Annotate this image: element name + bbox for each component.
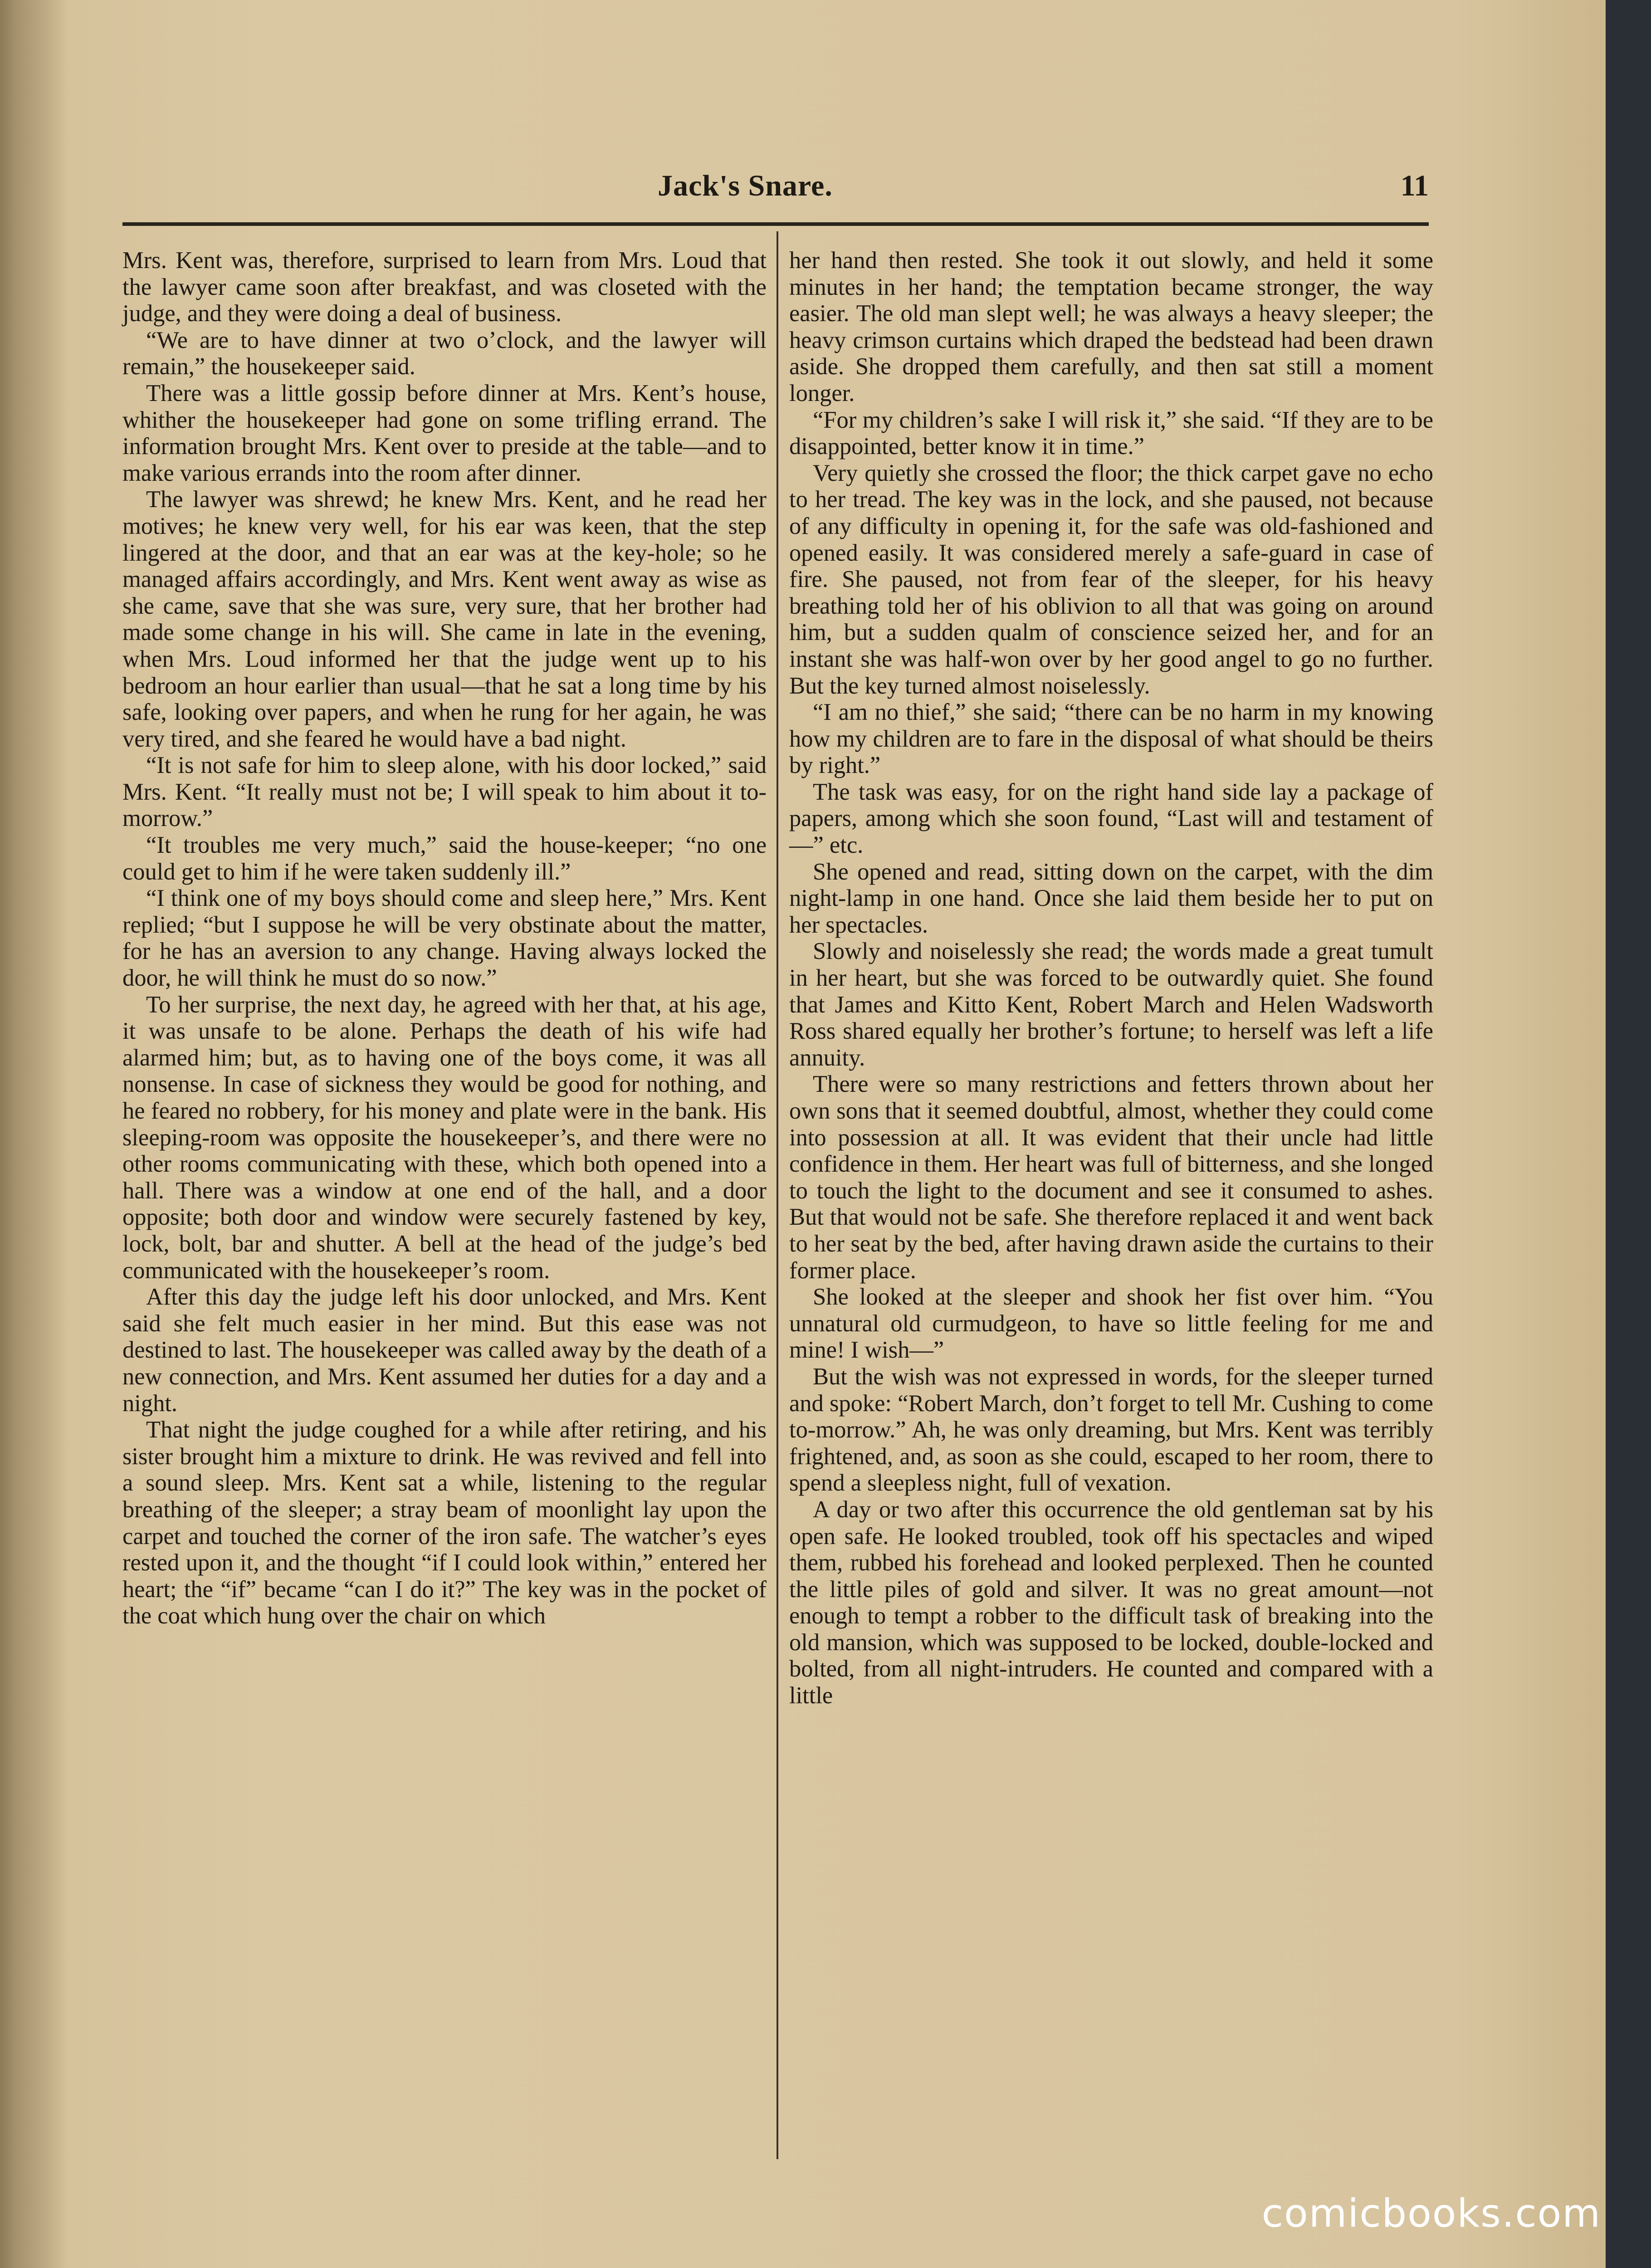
paragraph: “It is not safe for him to sleep alone, with his door locked,” said Mrs. Kent. “It really must not be; I will speak to him about it to-morrow.” bbox=[122, 752, 767, 832]
paragraph: “It troubles me very much,” said the house-keeper; “no one could get to him if he were taken suddenly ill.” bbox=[122, 832, 767, 885]
paragraph: But the wish was not expressed in words, for the sleeper turned and spoke: “Robert March, don’t forget to tell Mr. Cushing to come to-morrow.” Ah, he was only dreaming, but Mrs. Kent was terribly frightened, and, as soon as she could, escaped to her room, there to spend a sleepless night, full of vexation. bbox=[789, 1363, 1433, 1496]
page-header bbox=[122, 169, 1429, 219]
paragraph: “I think one of my boys should come and sleep here,” Mrs. Kent replied; “but I suppose he will be very obstinate about the matter, for he has an aversion to any change. Having always locked the door, he will think he must do so now.” bbox=[122, 885, 767, 992]
right-column bbox=[789, 247, 1433, 1709]
paragraph: “For my children’s sake I will risk it,” she said. “If they are to be disappointed, better know it in time.” bbox=[789, 406, 1433, 460]
paragraph: her hand then rested. She took it out slowly, and held it some minutes in her hand; the temptation became stronger, the way easier. The old man slept well; he was always a heavy sleeper; the heavy crimson curtains which draped the bedstead had been drawn aside. She dropped them carefully, and then sat still a moment longer. bbox=[789, 247, 1433, 406]
paragraph: There was a little gossip before dinner at Mrs. Kent’s house, whither the housekeeper had gone on some trifling errand. The information brought Mrs. Kent over to preside at the table—and to make various errands into the room after dinner. bbox=[122, 380, 767, 486]
running-title: Jack's Snare. bbox=[658, 169, 833, 202]
paragraph: The lawyer was shrewd; he knew Mrs. Kent, and he read her motives; he knew very well, for his ear was keen, that the step lingered at the door, and that an ear was at the key-hole; so he managed affairs accordingly, and Mrs. Kent went away as wise as she came, save that she was sure, very sure, that her brother had made some change in his will. She came in late in the evening, when Mrs. Loud informed her that the judge went up to his bedroom an hour earlier than usual—that he sat a long time by his safe, looking over papers, and when he rung for her again, he was very tired, and she feared he would have a bad night. bbox=[122, 486, 767, 752]
paragraph: That night the judge coughed for a while after retiring, and his sister brought him a mixture to drink. He was revived and fell into a sound sleep. Mrs. Kent sat a while, listening to the regular breathing of the sleeper; a stray beam of moonlight lay upon the carpet and touched the corner of the iron safe. The watcher’s eyes rested upon it, and the thought “if I could look within,” entered her heart; the “if” became “can I do it?” The key was in the pocket of the coat which hung over the chair on which bbox=[122, 1417, 767, 1629]
paragraph: A day or two after this occurrence the old gentleman sat by his open safe. He looked troubled, took off his spectacles and wiped them, rubbed his forehead and looked perplexed. Then he counted the little piles of gold and silver. It was no great amount—not enough to tempt a robber to the difficult task of breaking into the old mansion, which was supposed to be locked, double-locked and bolted, from all night-intruders. He counted and compared with a little bbox=[789, 1496, 1433, 1709]
paragraph: Very quietly she crossed the floor; the thick carpet gave no echo to her tread. The key was in the lock, and she paused, not because of any difficulty in opening it, for the safe was old-fashioned and opened easily. It was considered merely a safe-guard in case of fire. She paused, not from fear of the sleeper, for his heavy breathing told her of his oblivion to all that was going on around him, but a sudden qualm of conscience seized her, and for an instant she was half-won over by her good angel to go no further. But the key turned almost noiselessly. bbox=[789, 459, 1433, 699]
page-number: 11 bbox=[1400, 169, 1429, 202]
paragraph: She looked at the sleeper and shook her fist over him. “You unnatural old curmudgeon, to have so little feeling for me and mine! I wish—” bbox=[789, 1284, 1433, 1364]
paragraph: The task was easy, for on the right hand side lay a package of papers, among which she soon found, “Last will and testament of—” etc. bbox=[789, 778, 1433, 859]
paragraph: There were so many restrictions and fetters thrown about her own sons that it seemed doubtful, almost, whether they could come into possession at all. It was evident that their uncle had little confidence in them. Her heart was full of bitterness, and she longed to touch the light to the document and see it consumed to ashes. But that would not be safe. She therefore replaced it and went back to her seat by the bed, after having drawn aside the curtains to their former place. bbox=[789, 1071, 1433, 1284]
paragraph: She opened and read, sitting down on the carpet, with the dim night-lamp in one hand. Once she laid them beside her to put on her spectacles. bbox=[789, 858, 1433, 938]
column-divider bbox=[777, 231, 778, 2159]
page-spine-shadow bbox=[0, 0, 68, 2268]
paragraph: After this day the judge left his door unlocked, and Mrs. Kent said she felt much easier in her mind. But this ease was not destined to last. The housekeeper was called away by the death of a new connection, and Mrs. Kent assumed her duties for a day and a night. bbox=[122, 1284, 767, 1417]
paragraph: Mrs. Kent was, therefore, surprised to learn from Mrs. Loud that the lawyer came soon after breakfast, and was closeted with the judge, and they were doing a deal of business. bbox=[122, 247, 767, 327]
paragraph: “We are to have dinner at two o’clock, and the lawyer will remain,” the housekeeper said. bbox=[122, 327, 767, 380]
paragraph: To her surprise, the next day, he agreed with her that, at his age, it was unsafe to be alone. Perhaps the death of his wife had alarmed him; but, as to having one of the boys come, it was all nonsense. In case of sickness they would be good for nothing, and he feared no robbery, for his money and plate were in the bank. His sleeping-room was opposite the housekeeper’s, and there were no other rooms communicating with these, which both opened into a hall. There was a window at one end of the hall, and a door opposite; both door and window were securely fastened by key, lock, bolt, bar and shutter. A bell at the head of the judge’s bed communicated with the housekeeper’s room. bbox=[122, 991, 767, 1284]
site-watermark: comicbooks.com bbox=[1261, 2191, 1601, 2236]
header-rule bbox=[122, 222, 1429, 226]
left-column bbox=[122, 247, 767, 1629]
paragraph: “I am no thief,” she said; “there can be no harm in my knowing how my children are to fare in the disposal of what should be theirs by right.” bbox=[789, 699, 1433, 779]
paragraph: Slowly and noiselessly she read; the words made a great tumult in her heart, but she was forced to be outwardly quiet. She found that James and Kitto Kent, Robert March and Helen Wadsworth Ross shared equally her brother’s fortune; to herself was left a life annuity. bbox=[789, 938, 1433, 1071]
